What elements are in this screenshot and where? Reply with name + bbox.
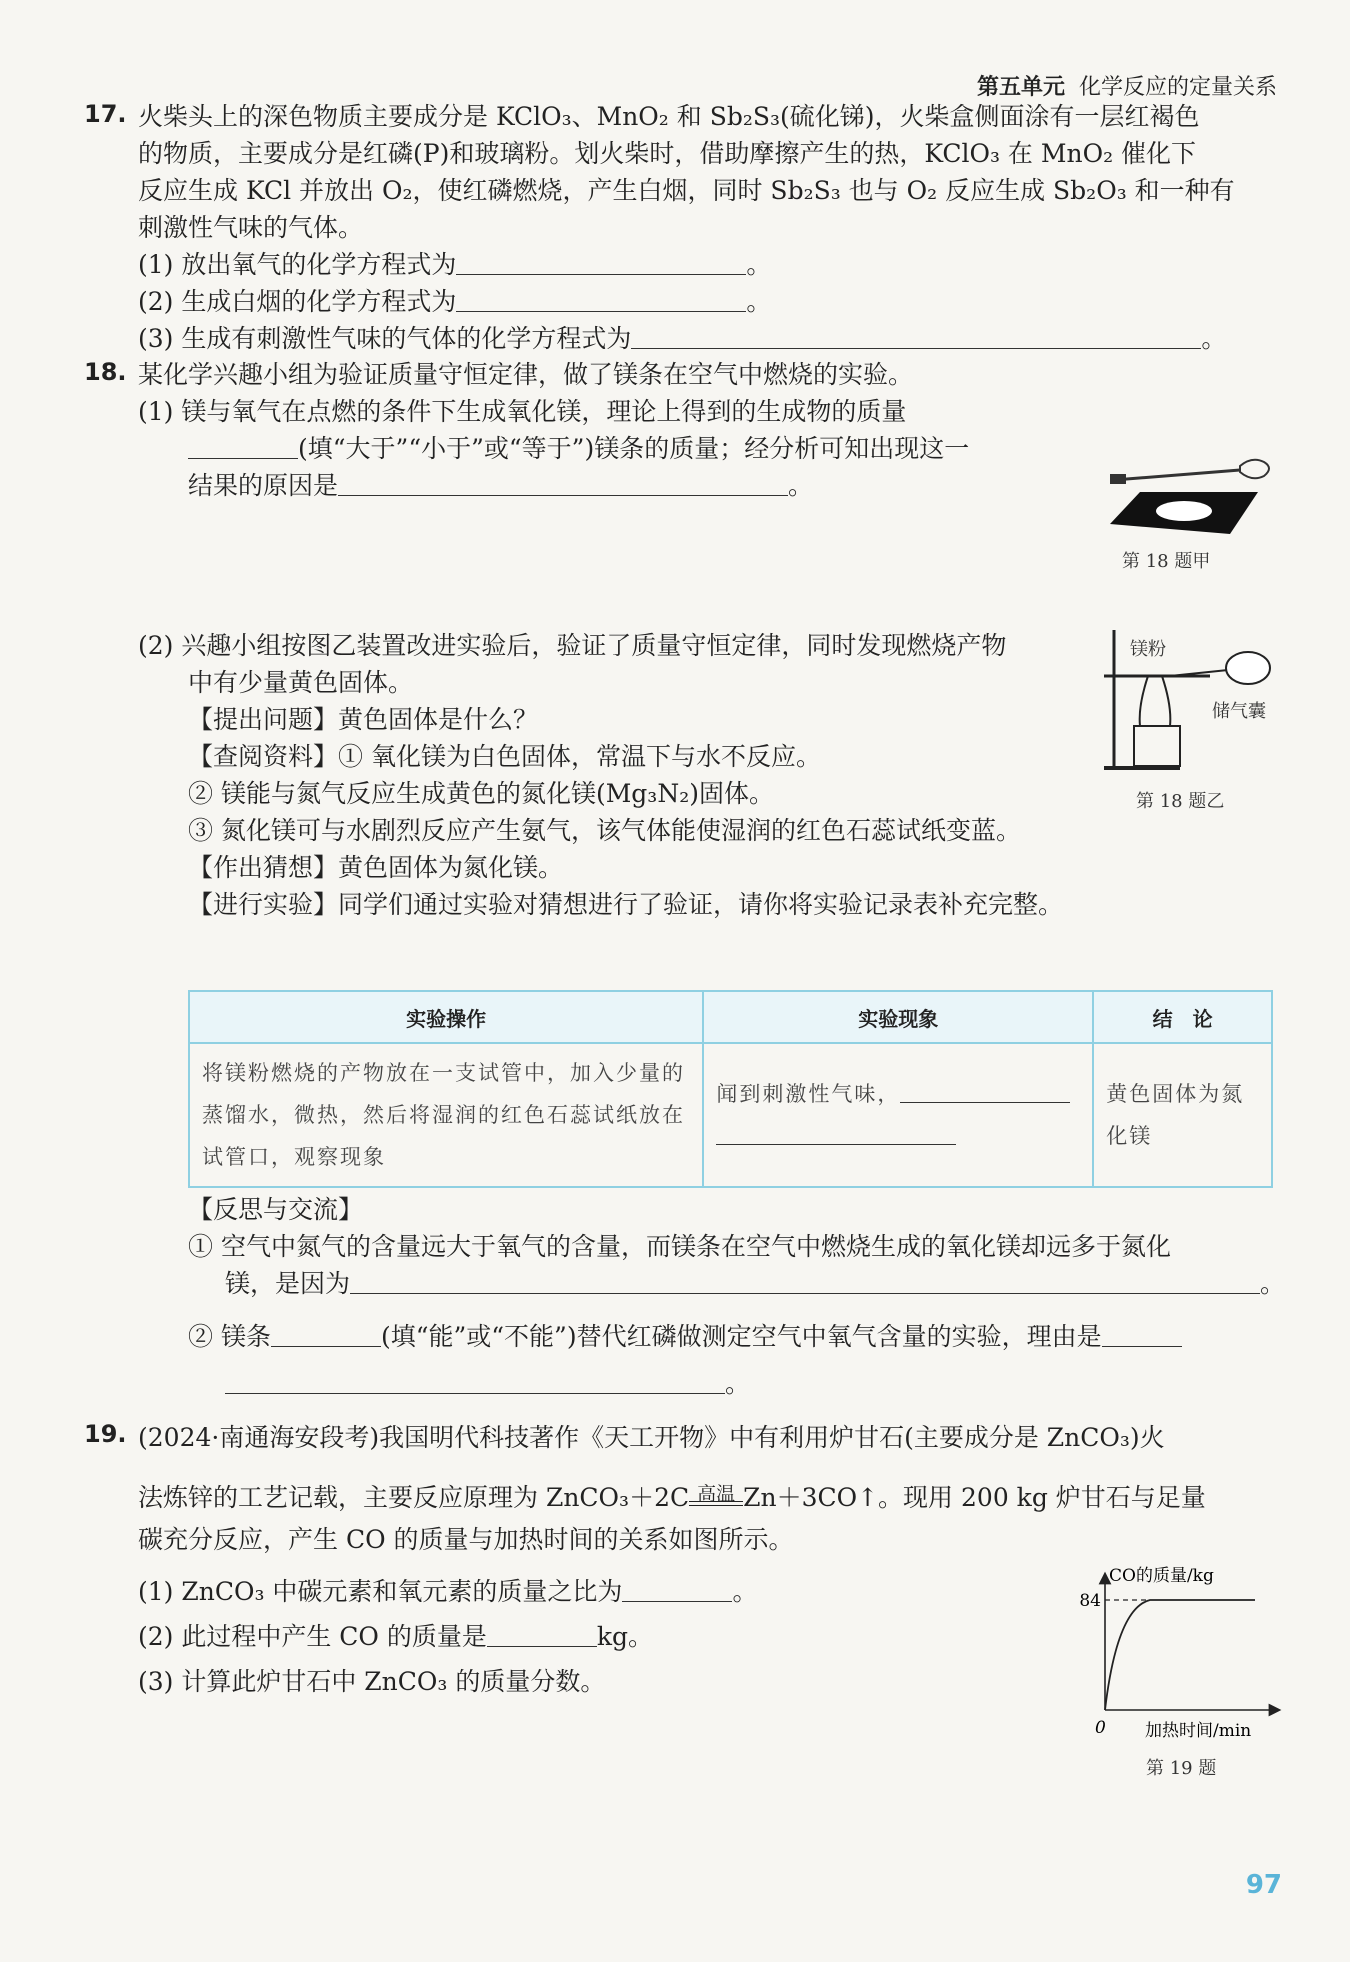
burner <box>1134 726 1180 766</box>
figure-18a-caption: 第 18 题甲 <box>1122 551 1211 572</box>
q17-number: 17. <box>84 100 127 128</box>
q19-mass-blank[interactable] <box>487 1622 597 1647</box>
q18-reason2-blank-a[interactable] <box>1102 1322 1182 1347</box>
q17-sub1 <box>138 245 771 281</box>
q18-reason2-blank-b[interactable] <box>225 1369 725 1394</box>
q17-line4: 刺激性气味的气体。 <box>138 213 364 242</box>
experiment-table <box>188 990 1273 1188</box>
chart-y-tick-84: 84 <box>1079 1591 1101 1611</box>
q19-ratio-blank[interactable] <box>622 1577 732 1602</box>
q17-line1: 火柴头上的深色物质主要成分是 KClO₃、MnO₂ 和 Sb₂S₃(硫化锑)，火柴盒侧面涂有一层红褐色 <box>138 102 1200 131</box>
q18-part2-line2: 中有少量黄色固体。 <box>188 668 414 697</box>
q18-part1-line3-text: 结果的原因是 <box>188 471 339 500</box>
q19-number: 19. <box>84 1420 127 1448</box>
q17-sub1-text: (1) 放出氧气的化学方程式为 <box>138 250 457 279</box>
q19-line2-a: 法炼锌的工艺记载，主要反应原理为 ZnCO₃＋2C <box>138 1483 690 1512</box>
q18-reflect2-line2 <box>225 1364 750 1400</box>
table-header-operation: 实验操作 <box>189 991 703 1043</box>
q19-sub3: (3) 计算此炉甘石中 ZnCO₃ 的质量分数。 <box>138 1667 606 1696</box>
q18-reflect2-line1 <box>188 1317 1182 1353</box>
reaction-condition <box>689 1483 743 1506</box>
chart-x-label: 加热时间/min <box>1145 1721 1252 1741</box>
condition-text: 高温 <box>697 1483 736 1505</box>
co-curve <box>1105 1600 1255 1710</box>
q17-sub1-period: 。 <box>746 250 772 279</box>
q17-sub3-period: 。 <box>1201 324 1227 353</box>
q18-part1-line2 <box>188 429 969 465</box>
q18-ref3: ③ 氮化镁可与水剧烈反应产生氨气，该气体能使湿润的红色石蕊试纸变蓝。 <box>188 816 1021 845</box>
net-center <box>1156 501 1212 521</box>
figure-18b-caption: 第 18 题乙 <box>1136 791 1225 812</box>
q17-sub3 <box>138 319 1226 355</box>
q18-part1-line1: (1) 镁与氧气在点燃的条件下生成氧化镁，理论上得到的生成物的质量 <box>138 397 907 426</box>
q18-reflect1-line1: ① 空气中氮气的含量远大于氧气的含量，而镁条在空气中燃烧生成的氧化镁却远多于氮化 <box>188 1232 1171 1261</box>
figure-18a <box>1100 430 1280 540</box>
page-number: 97 <box>1245 1870 1282 1900</box>
q19-line3: 碳充分反应，产生 CO 的质量与加热时间的关系如图所示。 <box>138 1525 794 1554</box>
q18-reflect2-period: 。 <box>725 1369 751 1398</box>
phenomenon-text: 闻到刺激性气味， <box>716 1082 901 1106</box>
unit-label: 第五单元 <box>976 75 1065 100</box>
q18-part1-line2-text: (填“大于”“小于”或“等于”)镁条的质量；经分析可知出现这一 <box>298 434 970 463</box>
gas-bag <box>1226 652 1270 684</box>
q18-reflect1-line2 <box>225 1264 1285 1300</box>
table-cell-phenomenon <box>703 1043 1093 1187</box>
q17-sub3-text: (3) 生成有刺激性气味的气体的化学方程式为 <box>138 324 632 353</box>
q18-reflect: 【反思与交流】 <box>188 1195 364 1224</box>
table-row <box>189 1043 1272 1187</box>
table-cell-conclusion: 黄色固体为氮化镁 <box>1093 1043 1272 1187</box>
q18-intro: 某化学兴趣小组为验证质量守恒定律，做了镁条在空气中燃烧的实验。 <box>138 360 914 389</box>
hand <box>1240 460 1269 479</box>
q18-reflect2-text-a: ② 镁条 <box>188 1322 271 1351</box>
co-mass-chart <box>1075 1560 1295 1760</box>
q18-ask: 【提出问题】黄色固体是什么？ <box>188 705 539 734</box>
q19-line2-b: Zn＋3CO↑。现用 200 kg 炉甘石与足量 <box>743 1483 1206 1512</box>
q18-part2-line1: (2) 兴趣小组按图乙装置改进实验后，验证了质量守恒定律，同时发现燃烧产物 <box>138 631 1007 660</box>
q18-part1-line3 <box>188 466 813 502</box>
q18-ref2: ② 镁能与氮气反应生成黄色的氮化镁(Mg₃N₂)固体。 <box>188 779 774 808</box>
phenomenon-blank-2[interactable] <box>716 1120 956 1145</box>
q17-answer3-blank[interactable] <box>631 324 1201 349</box>
q17-answer2-blank[interactable] <box>456 287 746 312</box>
q17-line3: 反应生成 KCl 并放出 O₂，使红磷燃烧，产生白烟，同时 Sb₂S₃ 也与 O₂ 反应生成 Sb₂O₃ 和一种有 <box>138 176 1235 205</box>
q18-reflect1-period: 。 <box>1260 1269 1286 1298</box>
chart-y-label: CO的质量/kg <box>1109 1566 1214 1586</box>
flask <box>1140 676 1171 726</box>
q18-guess: 【作出猜想】黄色固体为氮化镁。 <box>188 853 564 882</box>
figure-18b-label-mg: 镁粉 <box>1130 639 1166 660</box>
figure-19-caption: 第 19 题 <box>1146 1758 1217 1779</box>
figure-18b-label-bag: 储气囊 <box>1212 701 1266 722</box>
q17-sub2 <box>138 282 771 318</box>
q19-sub2-text: (2) 此过程中产生 CO 的质量是 <box>138 1622 487 1651</box>
q18-ref1: 【查阅资料】① 氧化镁为白色固体，常温下与水不反应。 <box>188 742 821 771</box>
unit-title: 化学反应的定量关系 <box>1078 75 1277 100</box>
chart-origin: 0 <box>1095 1718 1106 1738</box>
table-header-phenomenon: 实验现象 <box>703 991 1093 1043</box>
q18-reflect1-blank[interactable] <box>350 1269 1260 1294</box>
q19-sub1 <box>138 1572 757 1608</box>
q18-part1-period: 。 <box>788 471 814 500</box>
q18-reason-blank[interactable] <box>338 471 788 496</box>
q18-reflect1-text: 镁，是因为 <box>225 1269 351 1298</box>
q17-line2: 的物质，主要成分是红磷(P)和玻璃粉。划火柴时，借助摩擦产生的热，KClO₃ 在 MnO₂ 催化下 <box>138 139 1197 168</box>
phenomenon-blank-1[interactable] <box>900 1078 1070 1103</box>
magnesium-strip <box>1110 474 1126 484</box>
table-cell-operation: 将镁粉燃烧的产物放在一支试管中，加入少量的蒸馏水，微热，然后将湿润的红色石蕊试纸放在试管口，观察现象 <box>189 1043 703 1187</box>
q19-line2 <box>138 1478 1206 1514</box>
q19-sub1-text: (1) ZnCO₃ 中碳元素和氧元素的质量之比为 <box>138 1577 623 1606</box>
tongs <box>1114 470 1240 480</box>
q19-sub2-unit: kg。 <box>596 1622 654 1651</box>
q17-sub2-period: 。 <box>746 287 772 316</box>
q19-sub1-period: 。 <box>732 1577 758 1606</box>
q19-line1: (2024·南通海安段考)我国明代科技著作《天工开物》中有利用炉甘石(主要成分是 ZnCO₃)火 <box>138 1423 1165 1452</box>
q18-number: 18. <box>84 358 127 386</box>
table-header-conclusion: 结 论 <box>1093 991 1272 1043</box>
q18-compare-blank[interactable] <box>188 434 298 459</box>
q19-sub2 <box>138 1617 653 1653</box>
q17-sub2-text: (2) 生成白烟的化学方程式为 <box>138 287 457 316</box>
q17-answer1-blank[interactable] <box>456 250 746 275</box>
q18-reflect2-text-b: (填“能”或“不能”)替代红磷做测定空气中氧气含量的实验，理由是 <box>380 1322 1102 1351</box>
q18-can-blank[interactable] <box>271 1322 381 1347</box>
q18-experiment: 【进行实验】同学们通过实验对猜想进行了验证，请你将实验记录表补充完整。 <box>188 890 1064 919</box>
table-header-row <box>189 991 1272 1043</box>
